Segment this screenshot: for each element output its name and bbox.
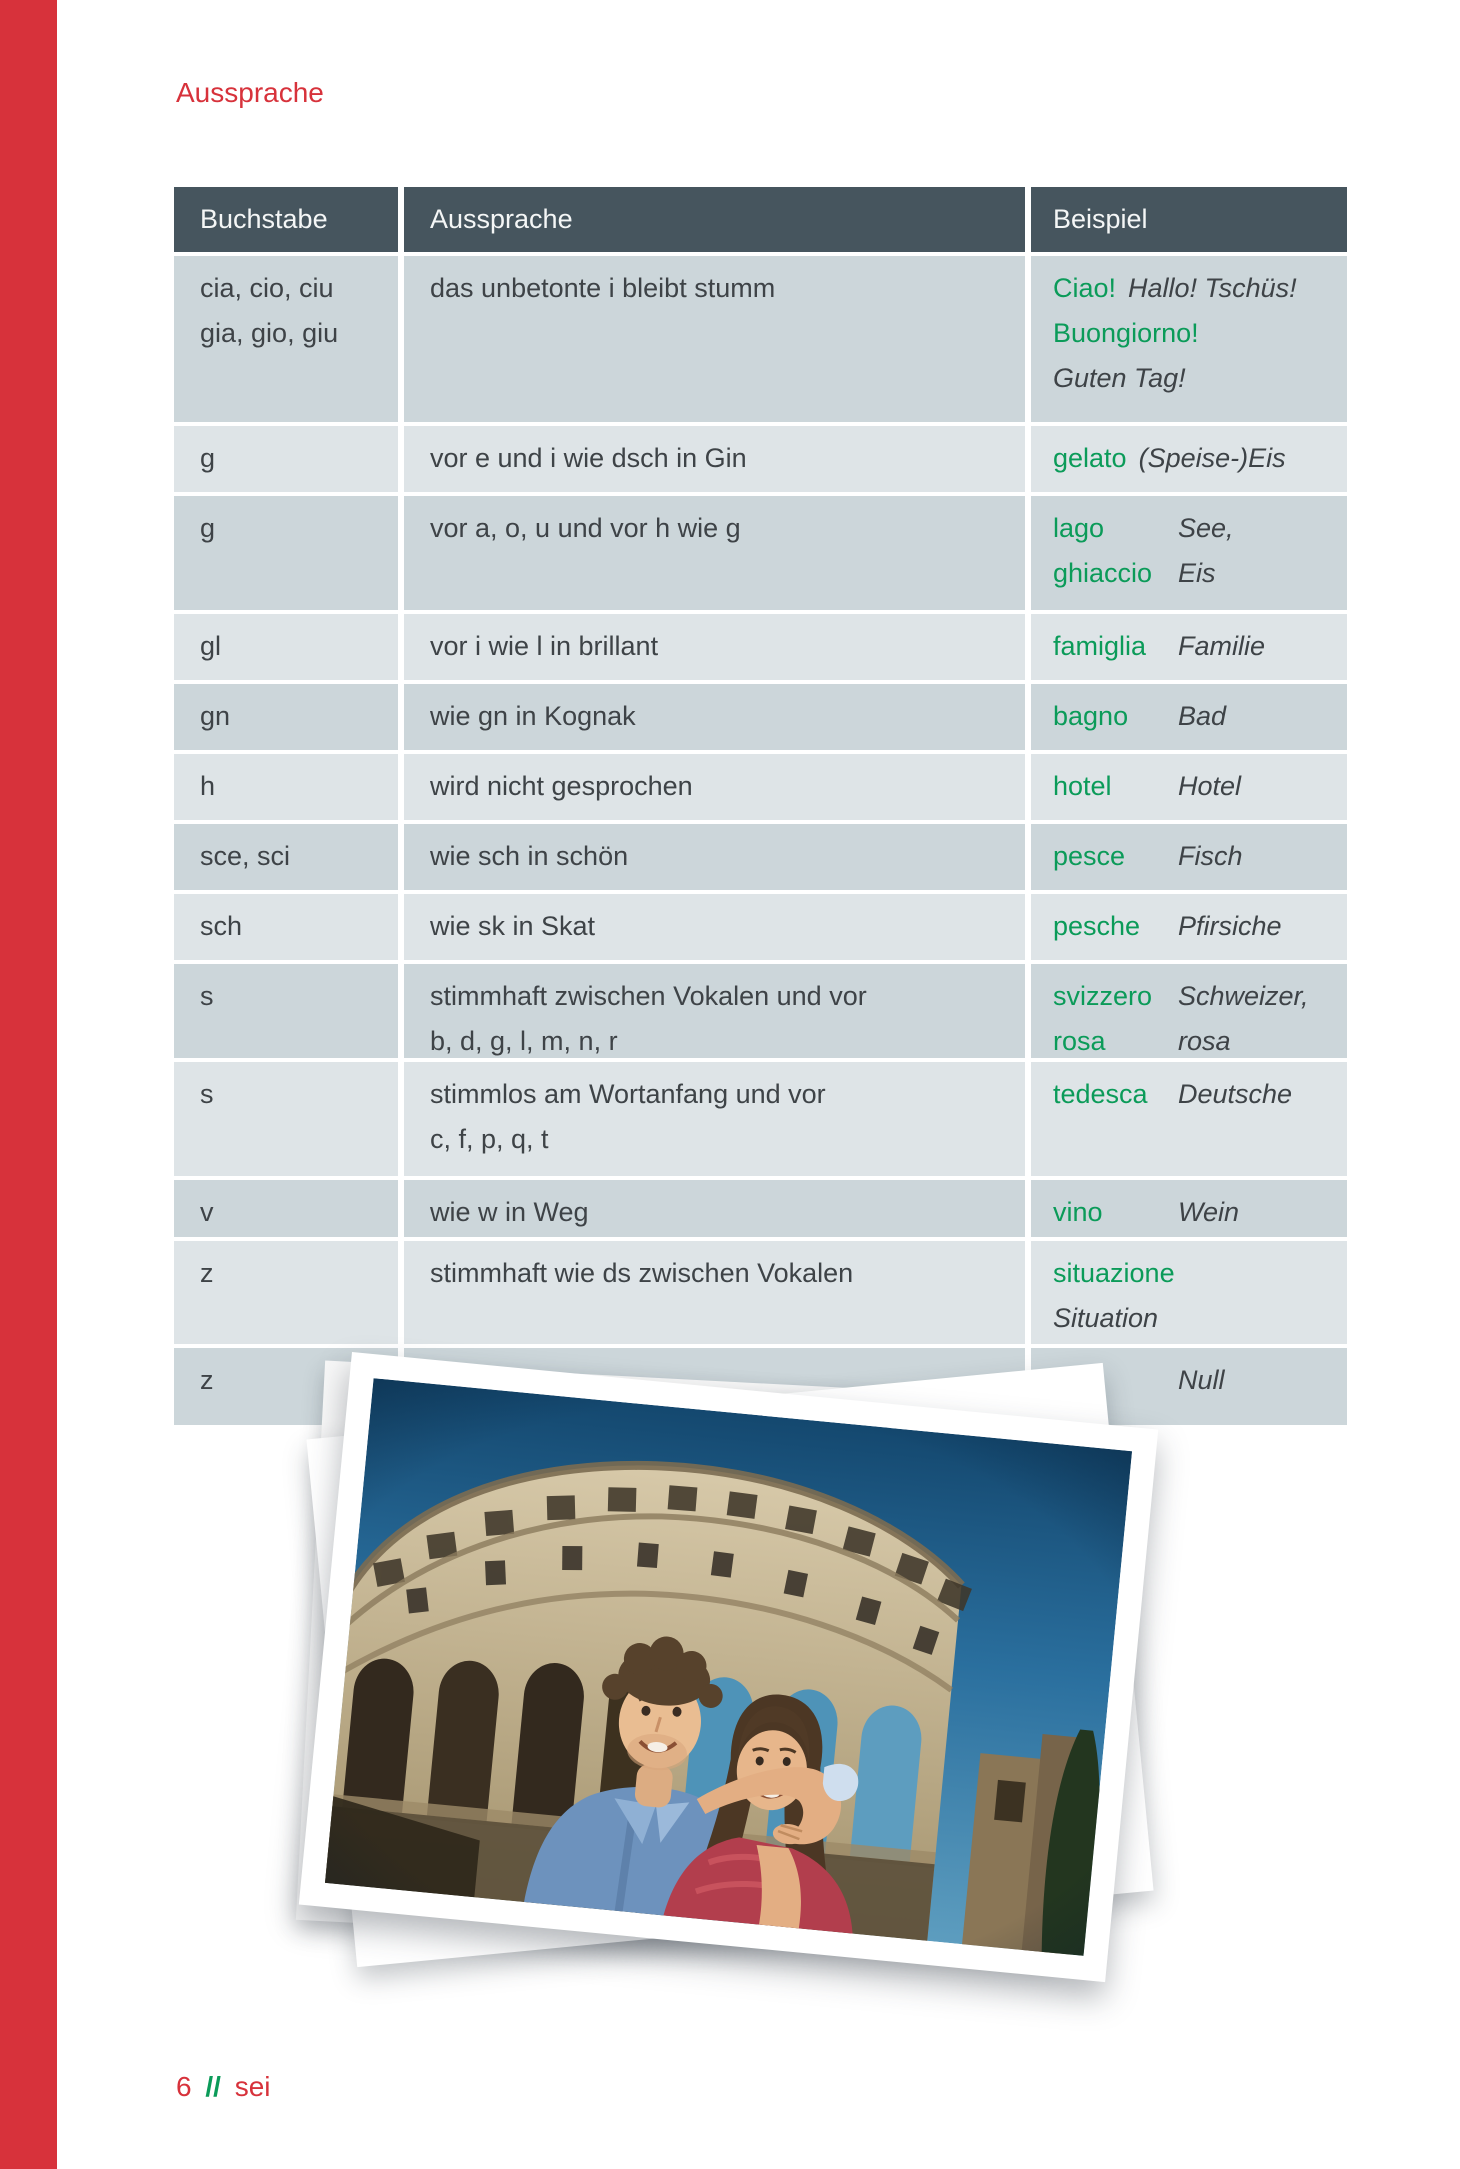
page-number-word: sei	[234, 2071, 271, 2102]
example-cell	[1031, 1062, 1347, 1176]
pronunciation-cell: wird nicht gesprochen	[404, 754, 1025, 820]
example-german: Null	[1178, 1365, 1225, 1395]
table-row	[174, 614, 1347, 680]
example-cell	[1031, 824, 1347, 890]
pronunciation-cell: das unbetonte i bleibt stumm	[404, 256, 1025, 422]
letter-cell: s	[174, 1062, 398, 1176]
page-number: 6	[176, 2071, 192, 2102]
page-title: Aussprache	[176, 77, 324, 108]
example-italian: vino	[1053, 1197, 1103, 1227]
letter-cell: sce, sci	[174, 824, 398, 890]
header-cell-aussprache: Aussprache	[404, 187, 1025, 252]
example-cell	[1031, 684, 1347, 750]
example-german: Situation	[1053, 1303, 1159, 1333]
example-cell	[1031, 256, 1347, 422]
letter-cell: sch	[174, 894, 398, 960]
table-row	[174, 1241, 1347, 1344]
example-italian: ghiaccio	[1053, 558, 1153, 588]
table-row	[174, 894, 1347, 960]
table-row	[174, 964, 1347, 1058]
pronunciation-cell: wie sk in Skat	[404, 894, 1025, 960]
photo-illustration	[325, 1378, 1132, 1956]
example-german: Hallo! Tschüs!	[1128, 273, 1297, 303]
header-cell-beispiel: Beispiel	[1031, 187, 1347, 252]
example-italian: tedesca	[1053, 1079, 1148, 1109]
table-row	[174, 754, 1347, 820]
example-german: See,	[1178, 513, 1234, 543]
example-german: Schweizer,	[1178, 981, 1309, 1011]
example-italian: gelato	[1053, 443, 1127, 473]
example-german: (Speise-)Eis	[1138, 443, 1286, 473]
example-italian: Buongiorno!	[1053, 318, 1199, 348]
page-footer	[176, 2070, 271, 2104]
example-italian: situazione	[1053, 1258, 1175, 1288]
table-header-row	[174, 187, 1347, 252]
table-row	[174, 1062, 1347, 1176]
letter-cell: gn	[174, 684, 398, 750]
photo-couple-colosseum	[299, 1352, 1158, 1982]
pronunciation-table	[174, 187, 1347, 1429]
table-row	[174, 496, 1347, 610]
photo-stack	[280, 1335, 1200, 2015]
example-cell	[1031, 614, 1347, 680]
example-cell	[1031, 1180, 1347, 1237]
letter-cell: s	[174, 964, 398, 1058]
table-row	[174, 256, 1347, 422]
letter-cell: v	[174, 1180, 398, 1237]
example-italian: hotel	[1053, 771, 1112, 801]
example-cell	[1031, 1241, 1347, 1344]
red-sidebar	[0, 0, 57, 2169]
example-italian: famiglia	[1053, 631, 1147, 661]
letter-cell: gl	[174, 614, 398, 680]
example-cell	[1031, 754, 1347, 820]
example-german: Hotel	[1178, 771, 1242, 801]
example-german: Eis	[1178, 558, 1216, 588]
example-cell	[1031, 426, 1347, 492]
pronunciation-cell: wie sch in schön	[404, 824, 1025, 890]
pronunciation-cell: stimmhaft zwischen Vokalen und vor b, d, g, l, m, n, r	[404, 964, 1025, 1058]
example-german: Pfirsiche	[1178, 911, 1282, 941]
table-row	[174, 684, 1347, 750]
table-row	[174, 426, 1347, 492]
pronunciation-cell: wie w in Weg	[404, 1180, 1025, 1237]
example-cell	[1031, 964, 1347, 1058]
pronunciation-cell: wie gn in Kognak	[404, 684, 1025, 750]
letter-cell: cia, cio, ciu gia, gio, giu	[174, 256, 398, 422]
example-italian: pesche	[1053, 911, 1141, 941]
example-italian: bagno	[1053, 701, 1129, 731]
pronunciation-cell: vor i wie l in brillant	[404, 614, 1025, 680]
pronunciation-cell: stimmlos am Wortanfang und vor c, f, p, q, t	[404, 1062, 1025, 1176]
letter-cell: z	[174, 1348, 398, 1425]
example-italian: Ciao!	[1053, 273, 1117, 303]
example-german: rosa	[1178, 1026, 1231, 1056]
header-cell-buchstabe: Buchstabe	[174, 187, 398, 252]
example-german: Wein	[1178, 1197, 1240, 1227]
pronunciation-cell: stimmhaft wie ds zwischen Vokalen	[404, 1241, 1025, 1344]
example-italian: lago	[1053, 513, 1105, 543]
letter-cell: z	[174, 1241, 398, 1344]
example-german: Familie	[1178, 631, 1266, 661]
example-german: Bad	[1178, 701, 1227, 731]
example-italian: rosa	[1053, 1026, 1106, 1056]
letter-cell: g	[174, 496, 398, 610]
letter-cell: h	[174, 754, 398, 820]
footer-separator: //	[205, 2071, 221, 2102]
example-italian: svizzero	[1053, 981, 1153, 1011]
table-row	[174, 824, 1347, 890]
example-cell	[1031, 496, 1347, 610]
table-body	[174, 256, 1347, 1425]
example-german: Deutsche	[1178, 1079, 1293, 1109]
table-row	[174, 1180, 1347, 1237]
pronunciation-cell: vor a, o, u und vor h wie g	[404, 496, 1025, 610]
example-italian: pesce	[1053, 841, 1126, 871]
example-german: Fisch	[1178, 841, 1243, 871]
letter-cell: g	[174, 426, 398, 492]
example-cell	[1031, 894, 1347, 960]
vignette	[325, 1378, 1132, 1956]
pronunciation-cell: vor e und i wie dsch in Gin	[404, 426, 1025, 492]
example-german: Guten Tag!	[1053, 363, 1186, 393]
